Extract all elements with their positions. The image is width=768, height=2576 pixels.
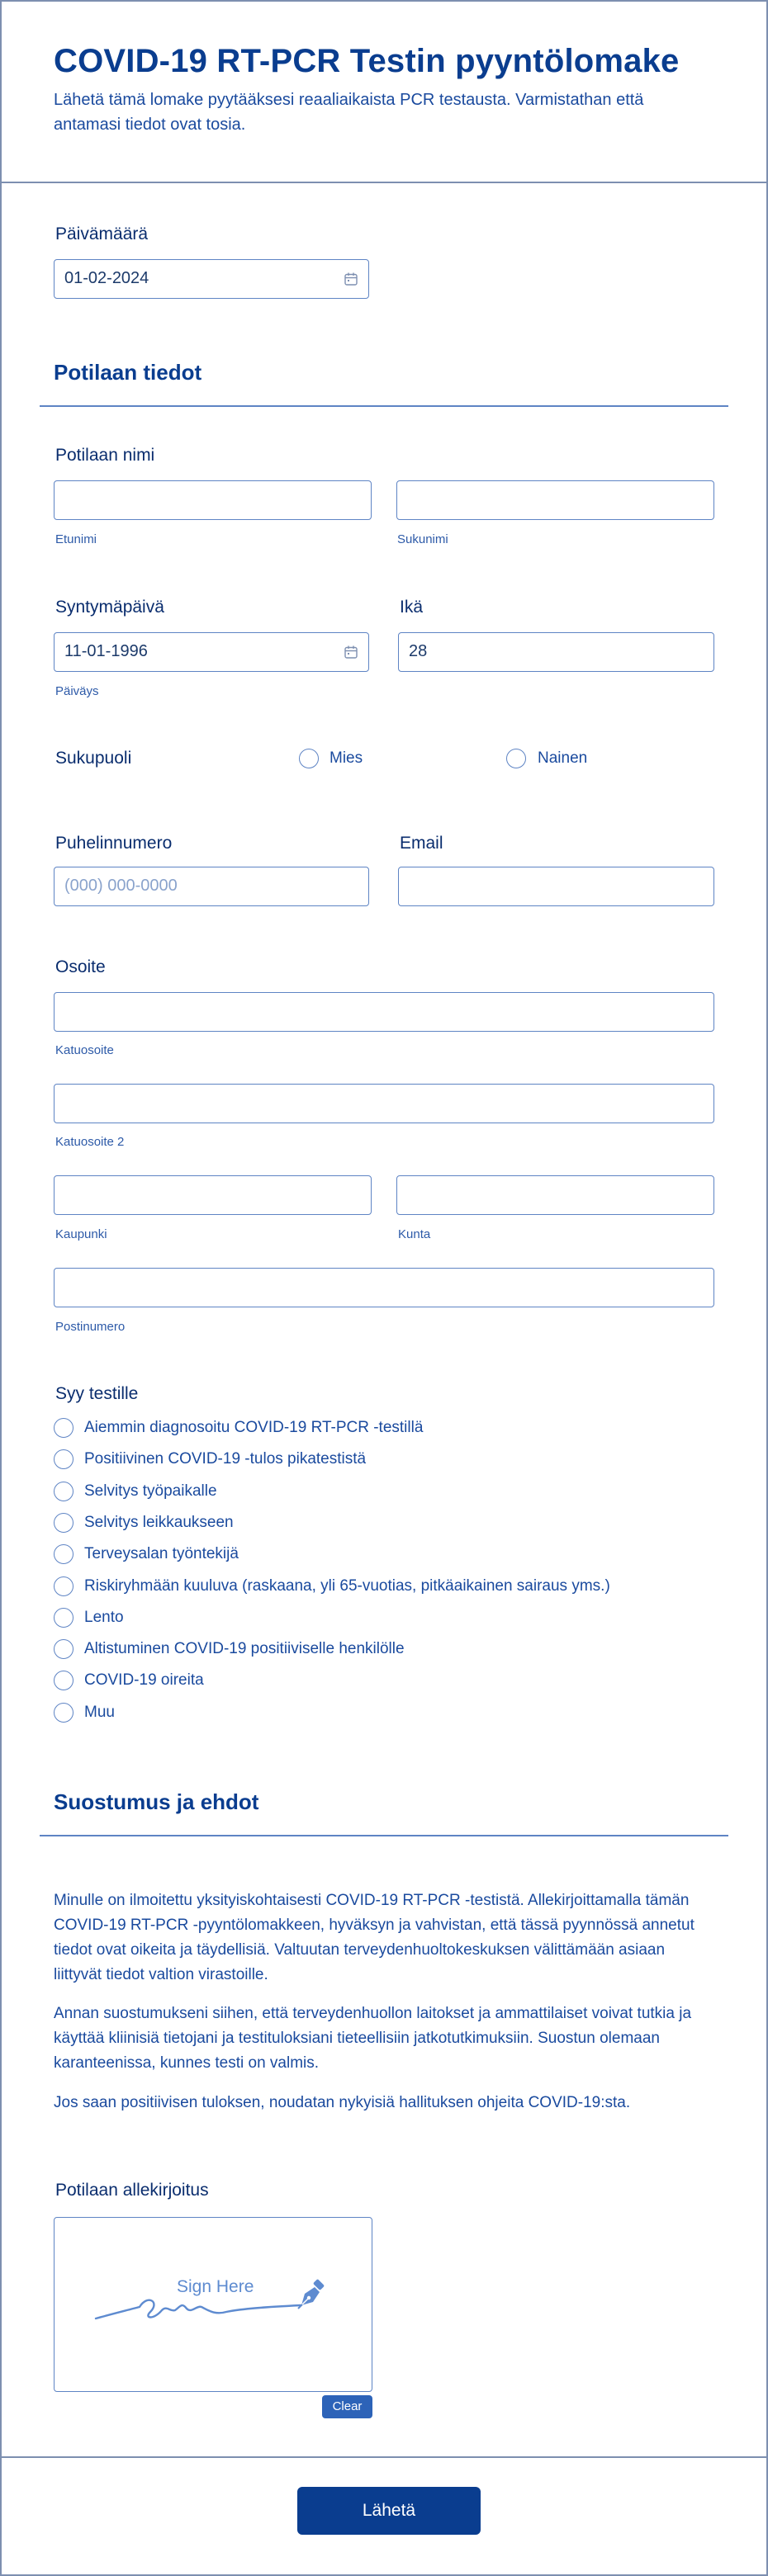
reason-option-label: Positiivinen COVID-19 -tulos pikatestistä: [84, 1450, 367, 1468]
reason-option-label: Lento: [84, 1609, 124, 1626]
age-input[interactable]: [398, 632, 714, 672]
footer-divider: [0, 2456, 768, 2458]
reason-radio-5[interactable]: [54, 1544, 73, 1564]
reason-radio-3[interactable]: [54, 1482, 73, 1501]
email-label: Email: [400, 834, 443, 853]
clear-signature-button[interactable]: Clear: [322, 2395, 372, 2418]
municipality-input[interactable]: [396, 1175, 714, 1215]
signature-pad[interactable]: [54, 2217, 372, 2392]
email-input[interactable]: [398, 867, 714, 906]
birthday-sublabel: Päiväys: [55, 684, 99, 698]
city-input[interactable]: [54, 1175, 372, 1215]
reason-radio-4[interactable]: [54, 1513, 73, 1533]
pen-icon: [292, 2277, 328, 2314]
consent-paragraph-1: Minulle on ilmoitettu yksityiskohtaisesti COVID-19 RT-PCR -testistä. Allekirjoittamalla tämän COVID-19 RT-PCR -pyyntölomakkeen, hyväksyn ja vahvistan, että tässä pyynnössä annetut tiedot ovat oikeita ja täydellisiä. Valtuutan terveydenhuoltokeskuksen välittämään asiaan liittyvät tiedot valtion virastoille.: [54, 1892, 695, 1983]
patient-section-divider: [40, 405, 728, 407]
sign-here-text: Sign Here: [177, 2277, 254, 2296]
date-value: 01-02-2024: [64, 269, 149, 287]
street2-input[interactable]: [54, 1084, 714, 1123]
first-name-sublabel: Etunimi: [55, 532, 97, 546]
reason-option-label: Riskiryhmään kuuluva (raskaana, yli 65-vuotias, pitkäaikainen sairaus yms.): [84, 1577, 610, 1595]
last-name-sublabel: Sukunimi: [397, 532, 448, 546]
birthday-label: Syntymäpäivä: [55, 598, 164, 617]
reason-radio-6[interactable]: [54, 1576, 73, 1596]
consent-paragraph-3: Jos saan positiivisen tuloksen, noudatan nykyisiä hallituksen ohjeita COVID-19:sta.: [54, 2094, 631, 2111]
gender-female-label: Nainen: [538, 749, 588, 767]
reason-option-label: COVID-19 oireita: [84, 1671, 204, 1689]
age-value: 28: [409, 642, 428, 660]
reason-label: Syy testille: [55, 1384, 139, 1403]
consent-section-divider: [40, 1835, 728, 1836]
birthday-value: 11-01-1996: [64, 642, 148, 660]
gender-female-radio[interactable]: [506, 749, 526, 768]
form-subtitle: Lähetä tämä lomake pyytääksesi reaaliaikaista PCR testausta. Varmistathan että antamasi tiedot ovat tosia.: [54, 91, 644, 134]
reason-radio-10[interactable]: [54, 1703, 73, 1723]
calendar-icon[interactable]: [344, 272, 358, 286]
municipality-sublabel: Kunta: [398, 1227, 431, 1241]
city-sublabel: Kaupunki: [55, 1227, 107, 1241]
reason-option-label: Selvitys työpaikalle: [84, 1482, 217, 1500]
gender-male-radio[interactable]: [299, 749, 319, 768]
age-label: Ikä: [400, 598, 424, 617]
first-name-input[interactable]: [54, 480, 372, 520]
reason-option-label: Altistuminen COVID-19 positiiviselle henkilölle: [84, 1640, 405, 1657]
last-name-input[interactable]: [396, 480, 714, 520]
reason-radio-2[interactable]: [54, 1449, 73, 1469]
postal-code-sublabel: Postinumero: [55, 1320, 126, 1334]
calendar-icon[interactable]: [344, 645, 358, 659]
consent-paragraph-2: Annan suostumukseni siihen, että terveydenhuollon laitokset ja ammattilaiset voivat tutkia ja käyttää kliinisiä tietojani ja testituloksiani tieteellisiin jatkotutkimuksiin. Suostun olemaan karanteenissa, kunnes testi on valmis.: [54, 2005, 692, 2072]
submit-button[interactable]: Lähetä: [297, 2487, 481, 2535]
consent-section-title: Suostumus ja ehdot: [54, 1789, 259, 1814]
address-label: Osoite: [55, 957, 106, 976]
postal-code-input[interactable]: [54, 1268, 714, 1307]
form-header: [0, 0, 768, 183]
reason-radio-8[interactable]: [54, 1639, 73, 1659]
signature-label: Potilaan allekirjoitus: [55, 2181, 209, 2200]
reason-radio-7[interactable]: [54, 1608, 73, 1628]
gender-label: Sukupuoli: [55, 749, 132, 768]
reason-option-label: Muu: [84, 1704, 115, 1721]
birthday-field[interactable]: [54, 632, 369, 672]
name-label: Potilaan nimi: [55, 446, 155, 465]
street-sublabel: Katuosoite: [55, 1043, 114, 1057]
phone-placeholder: (000) 000-0000: [64, 877, 178, 895]
form-title: COVID-19 RT-PCR Testin pyyntölomake: [54, 43, 680, 79]
gender-male-label: Mies: [329, 749, 363, 767]
phone-input[interactable]: [54, 867, 369, 906]
reason-radio-1[interactable]: [54, 1418, 73, 1438]
street-input[interactable]: [54, 992, 714, 1032]
reason-option-label: Selvitys leikkaukseen: [84, 1514, 234, 1531]
date-label: Päivämäärä: [55, 225, 149, 243]
patient-section-title: Potilaan tiedot: [54, 360, 202, 385]
date-field[interactable]: [54, 259, 369, 299]
reason-radio-9[interactable]: [54, 1671, 73, 1690]
phone-label: Puhelinnumero: [55, 834, 173, 853]
reason-option-label: Terveysalan työntekijä: [84, 1545, 239, 1562]
street2-sublabel: Katuosoite 2: [55, 1135, 125, 1149]
reason-option-label: Aiemmin diagnosoitu COVID-19 RT-PCR -testillä: [84, 1419, 424, 1436]
